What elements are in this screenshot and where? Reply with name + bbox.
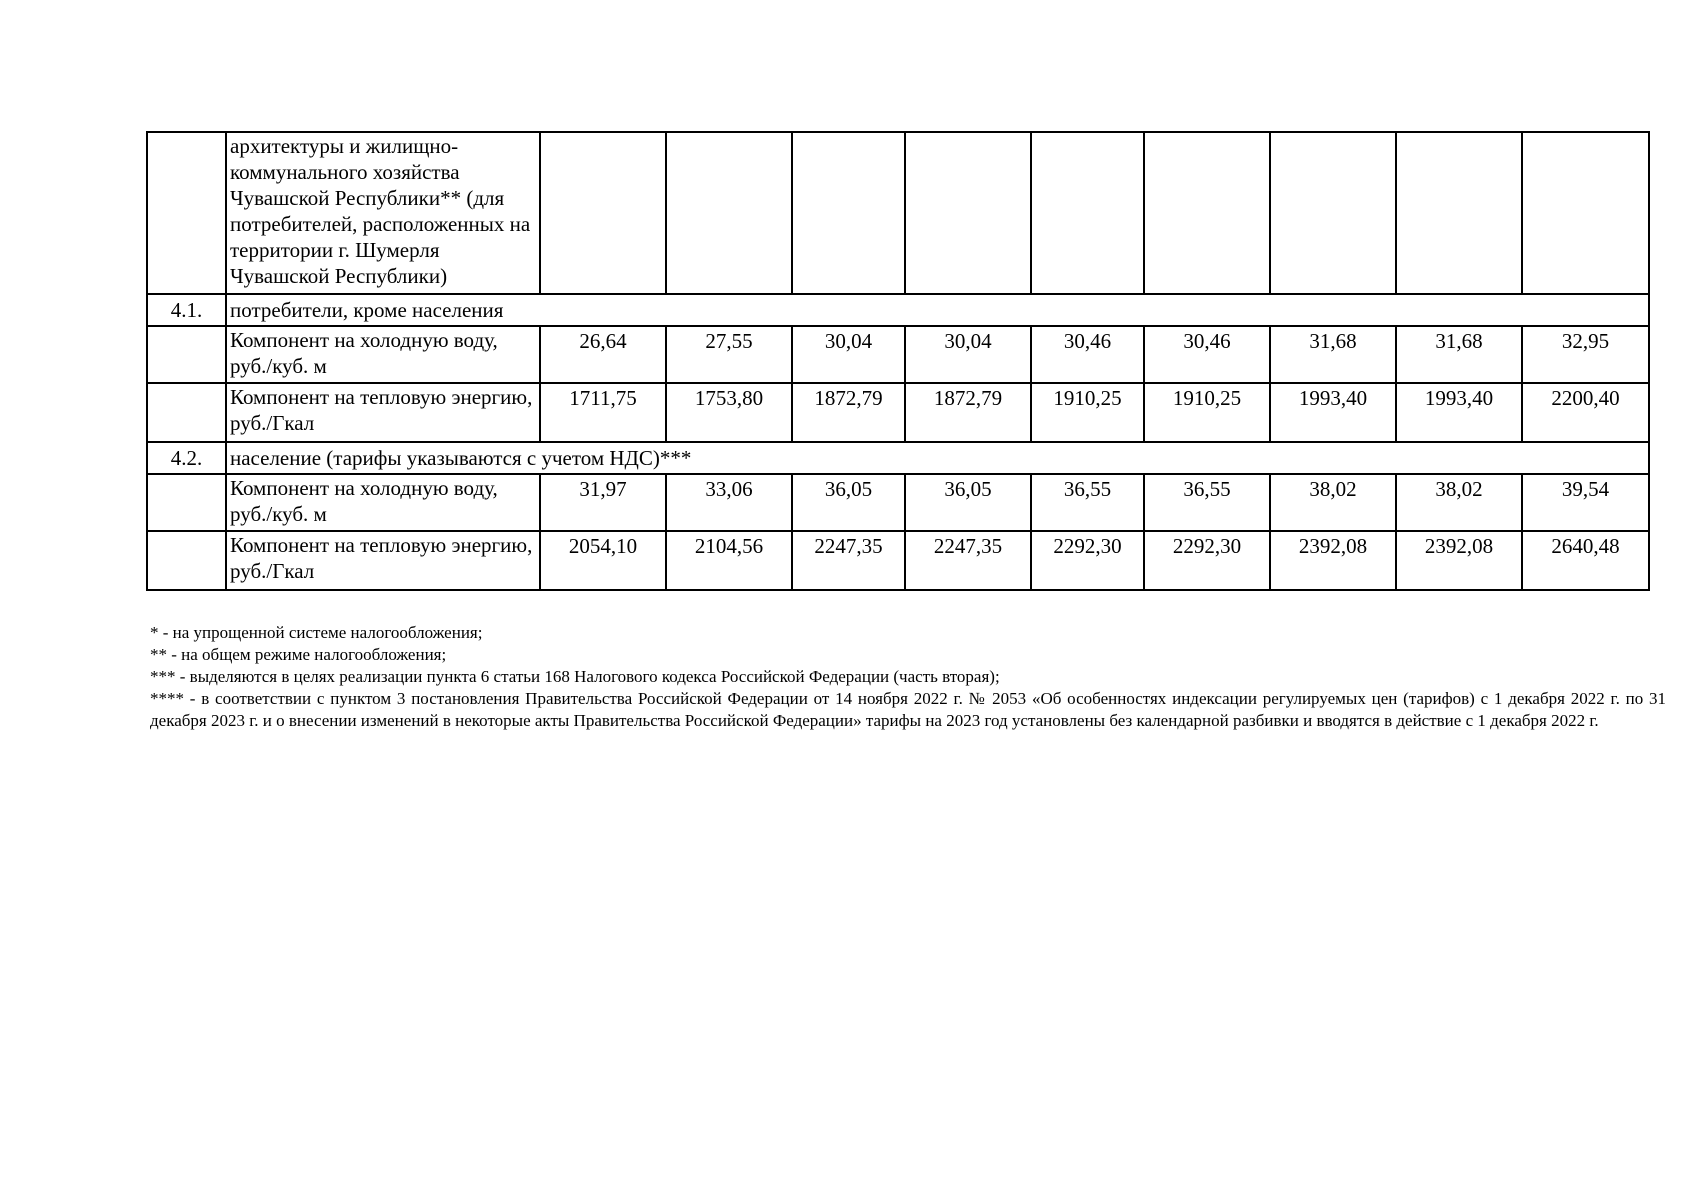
value-cell: 32,95: [1522, 326, 1649, 383]
value-cell: 30,46: [1031, 326, 1144, 383]
row-number-cell: [147, 474, 226, 531]
tariff-table: [146, 131, 1650, 591]
empty-value-cell: [1396, 132, 1522, 294]
table-row: [147, 383, 1649, 442]
value-cell: 1993,40: [1396, 383, 1522, 442]
footnote-2: ** - на общем режиме налогообложения;: [150, 645, 447, 664]
value-cell: 27,55: [666, 326, 792, 383]
value-cell: 36,05: [792, 474, 905, 531]
value-cell: 1910,25: [1031, 383, 1144, 442]
footnote-1: * - на упрощенной системе налогообложения;: [150, 623, 483, 642]
value-cell: 31,68: [1270, 326, 1396, 383]
value-cell: 38,02: [1396, 474, 1522, 531]
value-cell: 2292,30: [1144, 531, 1270, 590]
empty-value-cell: [1031, 132, 1144, 294]
row-number-cell: [147, 383, 226, 442]
value-cell: 36,55: [1031, 474, 1144, 531]
table-row: [147, 474, 1649, 531]
empty-value-cell: [1522, 132, 1649, 294]
value-cell: 39,54: [1522, 474, 1649, 531]
table-row: [147, 326, 1649, 383]
section-number: 4.2.: [147, 442, 226, 474]
value-cell: 31,97: [540, 474, 666, 531]
value-cell: 30,46: [1144, 326, 1270, 383]
section-number: 4.1.: [147, 294, 226, 326]
value-cell: 1993,40: [1270, 383, 1396, 442]
row-number-cell: [147, 531, 226, 590]
value-cell: 1753,80: [666, 383, 792, 442]
row-number-cell: [147, 326, 226, 383]
value-cell: 2392,08: [1270, 531, 1396, 590]
row-name-cell: Компонент на холодную воду, руб./куб. м: [226, 326, 540, 383]
value-cell: 2247,35: [905, 531, 1031, 590]
empty-value-cell: [666, 132, 792, 294]
section-row-4-2: [147, 442, 1649, 474]
row-name-cell: архитектуры и жилищно-коммунального хозяйства Чувашской Республики** (для потребителей, расположенных на территории г. Шумерля Чувашской Республики): [226, 132, 540, 294]
section-row-4-1: [147, 294, 1649, 326]
value-cell: 2104,56: [666, 531, 792, 590]
value-cell: 1910,25: [1144, 383, 1270, 442]
row-name-cell: Компонент на тепловую энергию, руб./Гкал: [226, 383, 540, 442]
value-cell: 1872,79: [905, 383, 1031, 442]
empty-value-cell: [792, 132, 905, 294]
section-title: потребители, кроме населения: [226, 294, 1649, 326]
value-cell: 31,68: [1396, 326, 1522, 383]
row-name-cell: Компонент на тепловую энергию, руб./Гкал: [226, 531, 540, 590]
value-cell: 38,02: [1270, 474, 1396, 531]
value-cell: 30,04: [792, 326, 905, 383]
table-row-continued-header: [147, 132, 1649, 294]
empty-value-cell: [540, 132, 666, 294]
footnotes: [150, 622, 1666, 732]
value-cell: 26,64: [540, 326, 666, 383]
value-cell: 2292,30: [1031, 531, 1144, 590]
value-cell: 1711,75: [540, 383, 666, 442]
value-cell: 36,55: [1144, 474, 1270, 531]
value-cell: 2392,08: [1396, 531, 1522, 590]
footnote-4: **** - в соответствии с пунктом 3 постановления Правительства Российской Федерации от 14 ноября 2022 г. № 2053 «Об особенностях индексации регулируемых цен (тарифов) с 1 декабря 2022 г. по 31 декабря 2023 г. и о внесении изменений в некоторые акты Правительства Российской Федерации» тарифы на 2023 год установлены без календарной разбивки и вводятся в действие с 1 декабря 2022 г.: [150, 689, 1666, 730]
value-cell: 36,05: [905, 474, 1031, 531]
empty-value-cell: [905, 132, 1031, 294]
value-cell: 33,06: [666, 474, 792, 531]
value-cell: 1872,79: [792, 383, 905, 442]
footnote-3: *** - выделяются в целях реализации пункта 6 статьи 168 Налогового кодекса Российской Федерации (часть вторая);: [150, 667, 1000, 686]
value-cell: 2247,35: [792, 531, 905, 590]
value-cell: 2640,48: [1522, 531, 1649, 590]
value-cell: 30,04: [905, 326, 1031, 383]
row-name-cell: Компонент на холодную воду, руб./куб. м: [226, 474, 540, 531]
value-cell: 2054,10: [540, 531, 666, 590]
empty-value-cell: [1144, 132, 1270, 294]
value-cell: 2200,40: [1522, 383, 1649, 442]
empty-value-cell: [1270, 132, 1396, 294]
section-title: население (тарифы указываются с учетом НДС)***: [226, 442, 1649, 474]
table-row: [147, 531, 1649, 590]
row-number-cell: [147, 132, 226, 294]
